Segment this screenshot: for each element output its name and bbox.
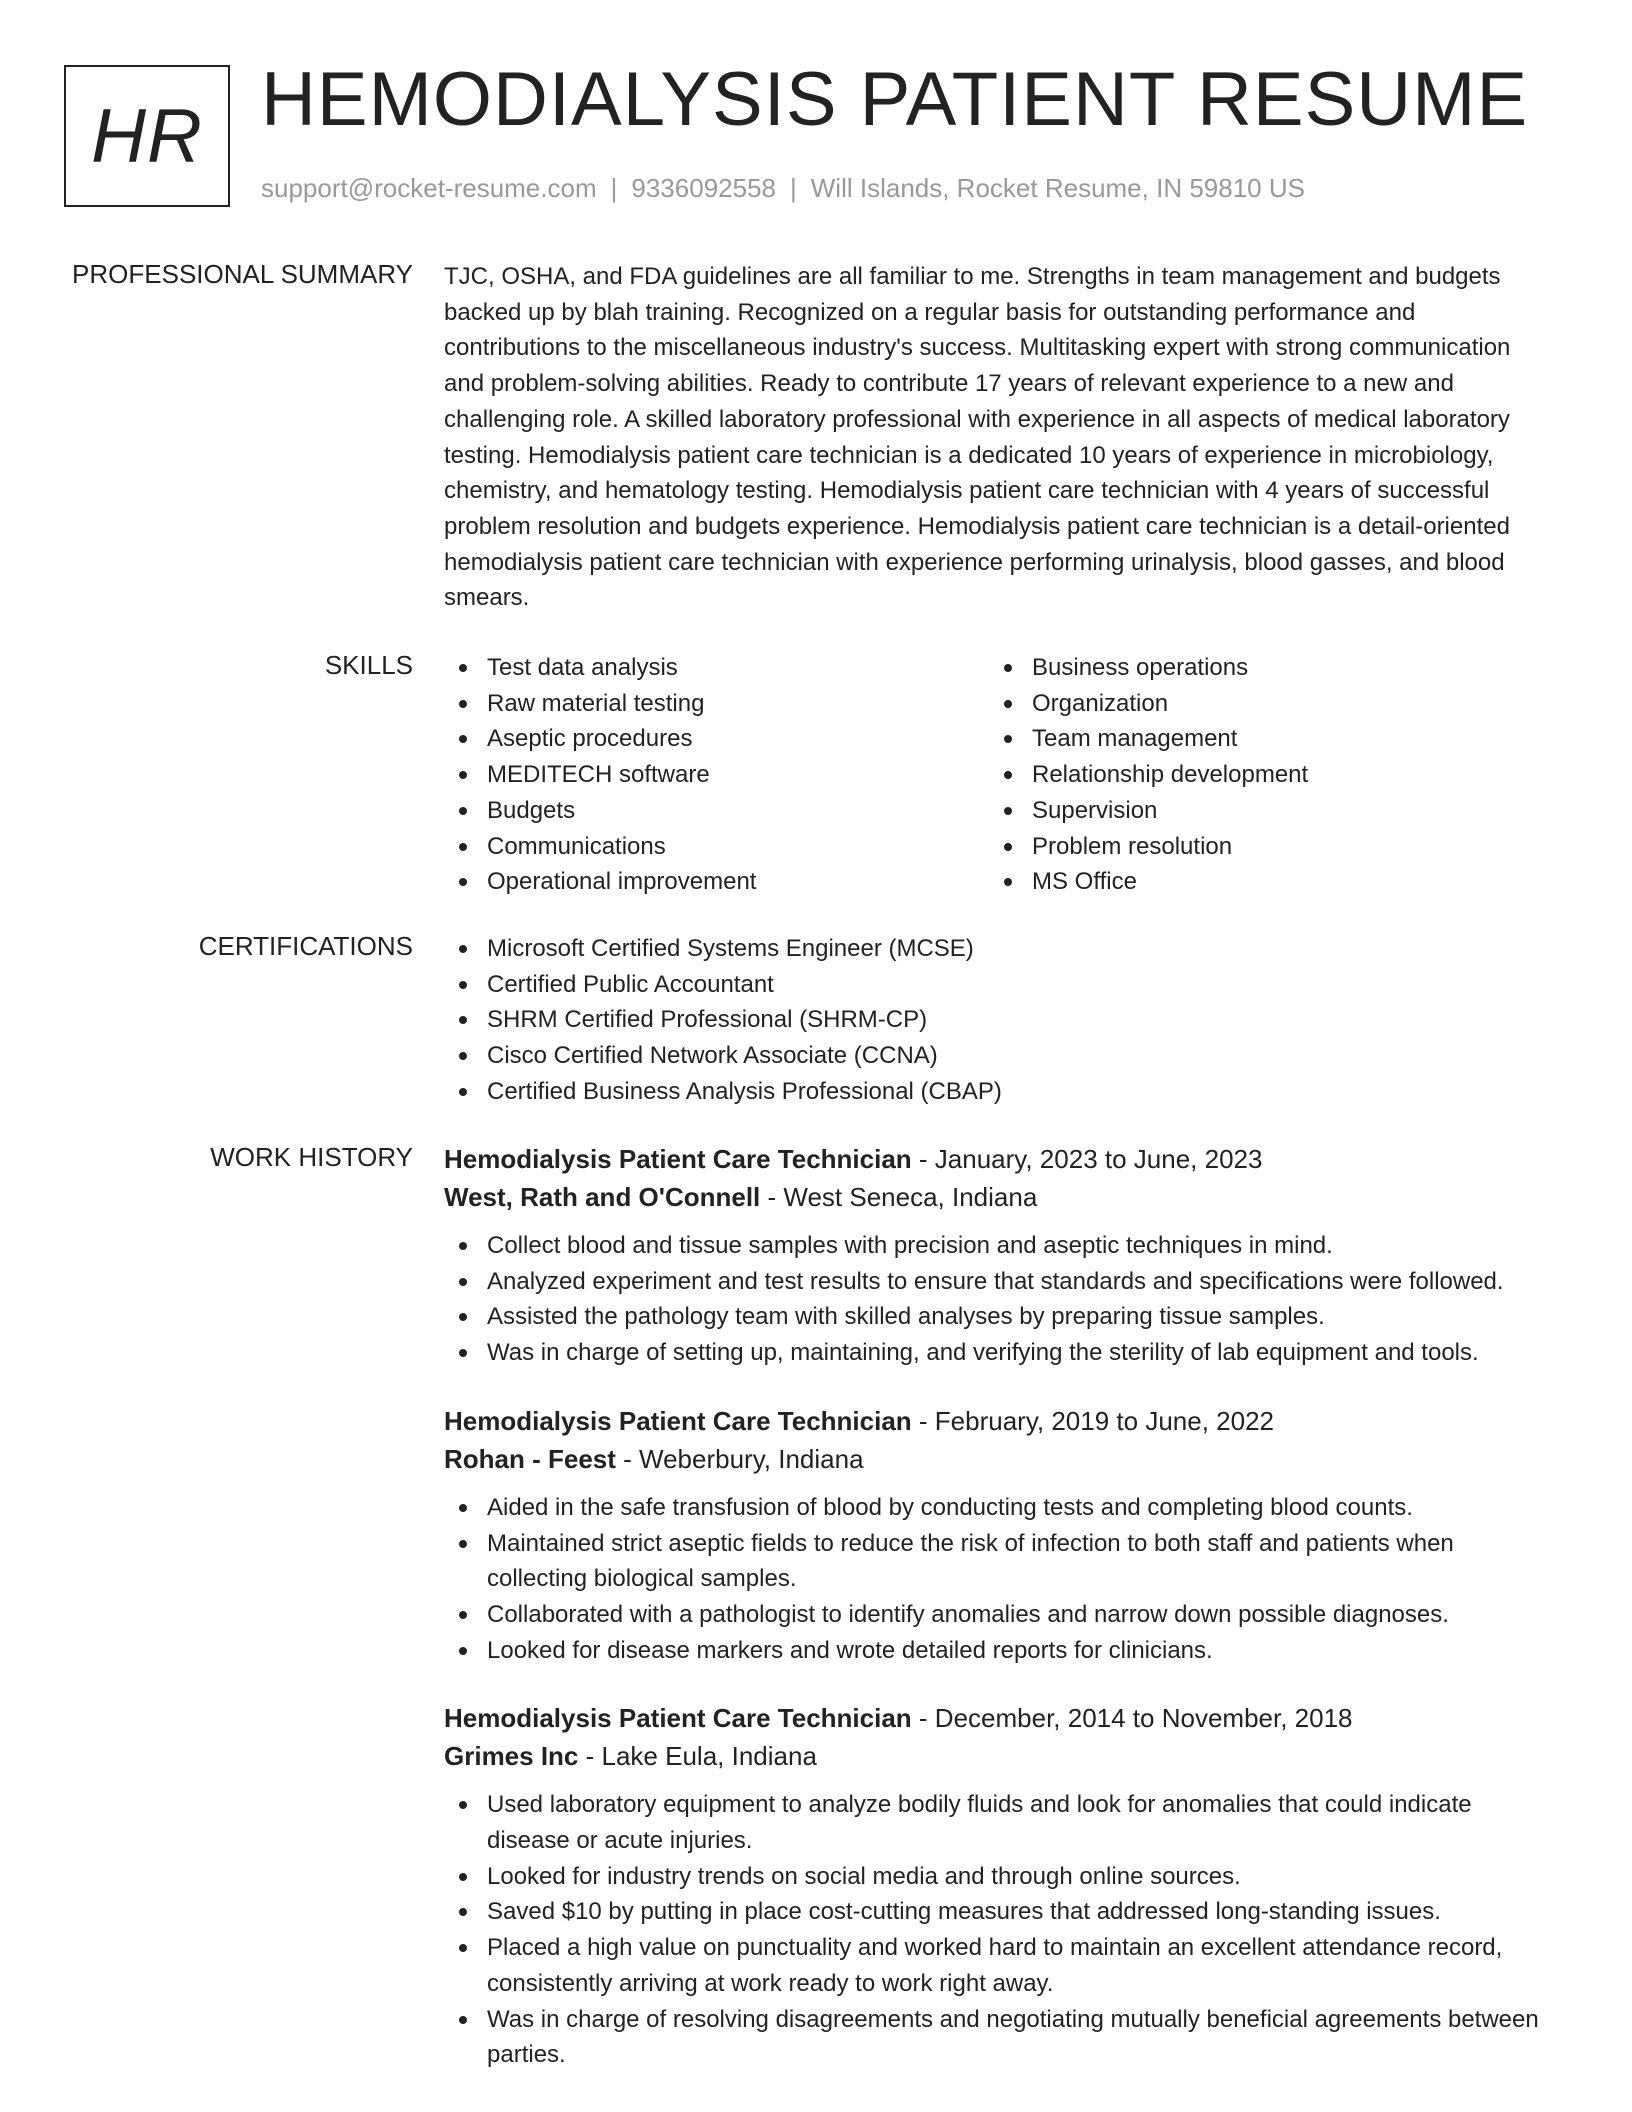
list-item: Supervision	[989, 793, 1534, 829]
job-duties-list	[444, 1228, 1556, 1371]
contact-line	[261, 173, 1305, 204]
list-item: MS Office	[989, 864, 1534, 900]
list-item: Assisted the pathology team with skilled analyses by preparing tissue samples.	[444, 1299, 1556, 1335]
list-item: Looked for disease markers and wrote detailed reports for clinicians.	[444, 1633, 1556, 1669]
job-location: - Weberbury, Indiana	[615, 1443, 864, 1474]
job-title-line	[444, 1402, 1556, 1440]
list-item: Team management	[989, 721, 1534, 757]
job-dates: - January, 2023 to June, 2023	[911, 1144, 1263, 1174]
job-company-line	[444, 1178, 1556, 1216]
list-item: Certified Public Accountant	[444, 967, 1556, 1003]
job-title: Hemodialysis Patient Care Technician	[444, 1144, 912, 1174]
certifications-body	[444, 931, 1556, 1110]
list-item: Analyzed experiment and test results to ensure that standards and specifications were followed.	[444, 1264, 1556, 1300]
list-item: SHRM Certified Professional (SHRM-CP)	[444, 1002, 1556, 1038]
list-item: Budgets	[444, 793, 989, 829]
list-item: Aseptic procedures	[444, 721, 989, 757]
job-company: West, Rath and O'Connell	[444, 1182, 761, 1212]
contact-address: Will Islands, Rocket Resume, IN 59810 US	[810, 173, 1305, 203]
list-item: Was in charge of setting up, maintaining, and verifying the sterility of lab equipment and tools.	[444, 1335, 1556, 1371]
list-item: Placed a high value on punctuality and worked hard to maintain an excellent attendance record, consistently arriving at work ready to work right away.	[444, 1930, 1556, 2001]
monogram-text: HR	[91, 93, 203, 179]
job-entry	[444, 1402, 1556, 1669]
job-duties-list	[444, 1787, 1556, 2073]
list-item: Business operations	[989, 650, 1534, 686]
certifications-list	[444, 931, 1556, 1110]
list-item: Certified Business Analysis Professional (CBAP)	[444, 1074, 1556, 1110]
skills-list-right	[989, 650, 1534, 900]
contact-separator: |	[790, 173, 797, 203]
job-entry	[444, 1699, 1556, 2073]
job-duties-list	[444, 1490, 1556, 1669]
skills-list-left	[444, 650, 989, 900]
list-item: Organization	[989, 686, 1534, 722]
job-title: Hemodialysis Patient Care Technician	[444, 1405, 912, 1436]
contact-separator: |	[610, 173, 618, 203]
job-title-line	[444, 1699, 1556, 1737]
list-item: Maintained strict aseptic fields to reduce the risk of infection to both staff and patients when collecting biological samples.	[444, 1526, 1556, 1597]
list-item: Was in charge of resolving disagreements and negotiating mutually beneficial agreements between parties.	[444, 2002, 1556, 2073]
contact-phone[interactable]: 9336092558	[631, 173, 776, 203]
job-location: - West Seneca, Indiana	[760, 1182, 1038, 1212]
job-entry	[444, 1140, 1556, 1371]
list-item: Looked for industry trends on social media and through online sources.	[444, 1859, 1556, 1895]
list-item: Relationship development	[989, 757, 1534, 793]
job-title-line	[444, 1140, 1556, 1178]
summary-heading: PROFESSIONAL SUMMARY	[72, 259, 413, 289]
list-item: Microsoft Certified Systems Engineer (MCSE)	[444, 931, 1556, 967]
list-item: Aided in the safe transfusion of blood by conducting tests and completing blood counts.	[444, 1490, 1556, 1526]
skills-heading: SKILLS	[324, 650, 413, 680]
list-item: Problem resolution	[989, 829, 1534, 865]
list-item: Cisco Certified Network Associate (CCNA)	[444, 1038, 1556, 1074]
job-dates: - February, 2019 to June, 2022	[911, 1405, 1274, 1436]
job-dates: - December, 2014 to November, 2018	[911, 1703, 1353, 1734]
list-item: MEDITECH software	[444, 757, 989, 793]
job-company-line	[444, 1737, 1556, 1775]
monogram-logo	[64, 65, 230, 207]
list-item: Test data analysis	[444, 650, 989, 686]
list-item: Communications	[444, 829, 989, 865]
job-location: - Lake Eula, Indiana	[578, 1741, 817, 1772]
list-item: Operational improvement	[444, 864, 989, 900]
job-company-line	[444, 1440, 1556, 1478]
job-title: Hemodialysis Patient Care Technician	[444, 1703, 912, 1734]
work-history-body	[444, 1140, 1556, 2073]
job-company: Rohan - Feest	[444, 1443, 616, 1474]
list-item: Raw material testing	[444, 686, 989, 722]
list-item: Collaborated with a pathologist to identify anomalies and narrow down possible diagnoses.	[444, 1597, 1556, 1633]
resume-title: HEMODIALYSIS PATIENT RESUME	[261, 57, 1529, 142]
job-company: Grimes Inc	[444, 1741, 579, 1772]
contact-email[interactable]: support@rocket-resume.com	[261, 173, 597, 203]
list-item: Used laboratory equipment to analyze bodily fluids and look for anomalies that could indicate disease or acute injuries.	[444, 1787, 1556, 1858]
list-item: Collect blood and tissue samples with precision and aseptic techniques in mind.	[444, 1228, 1556, 1264]
certifications-heading: CERTIFICATIONS	[198, 931, 413, 961]
list-item: Saved $10 by putting in place cost-cutting measures that addressed long-standing issues.	[444, 1894, 1556, 1930]
work-history-heading: WORK HISTORY	[210, 1142, 413, 1172]
summary-text: TJC, OSHA, and FDA guidelines are all familiar to me. Strengths in team management and budgets backed up by blah training. Recognized on a regular basis for outstanding performance and contributions to the miscellaneous industry's success. Multitasking expert with strong communication and problem-solving abilities. Ready to contribute 17 years of relevant experience to a new and challenging role. A skilled laboratory professional with experience in all aspects of medical laboratory testing. Hemodialysis patient care technician is a dedicated 10 years of experience in microbiology, chemistry, and hematology testing. Hemodialysis patient care technician with 4 years of successful problem resolution and budgets experience. Hemodialysis patient care technician is a detail-oriented hemodialysis patient care technician with experience performing urinalysis, blood gasses, and blood smears.	[444, 263, 1511, 612]
skills-columns	[444, 650, 1556, 900]
